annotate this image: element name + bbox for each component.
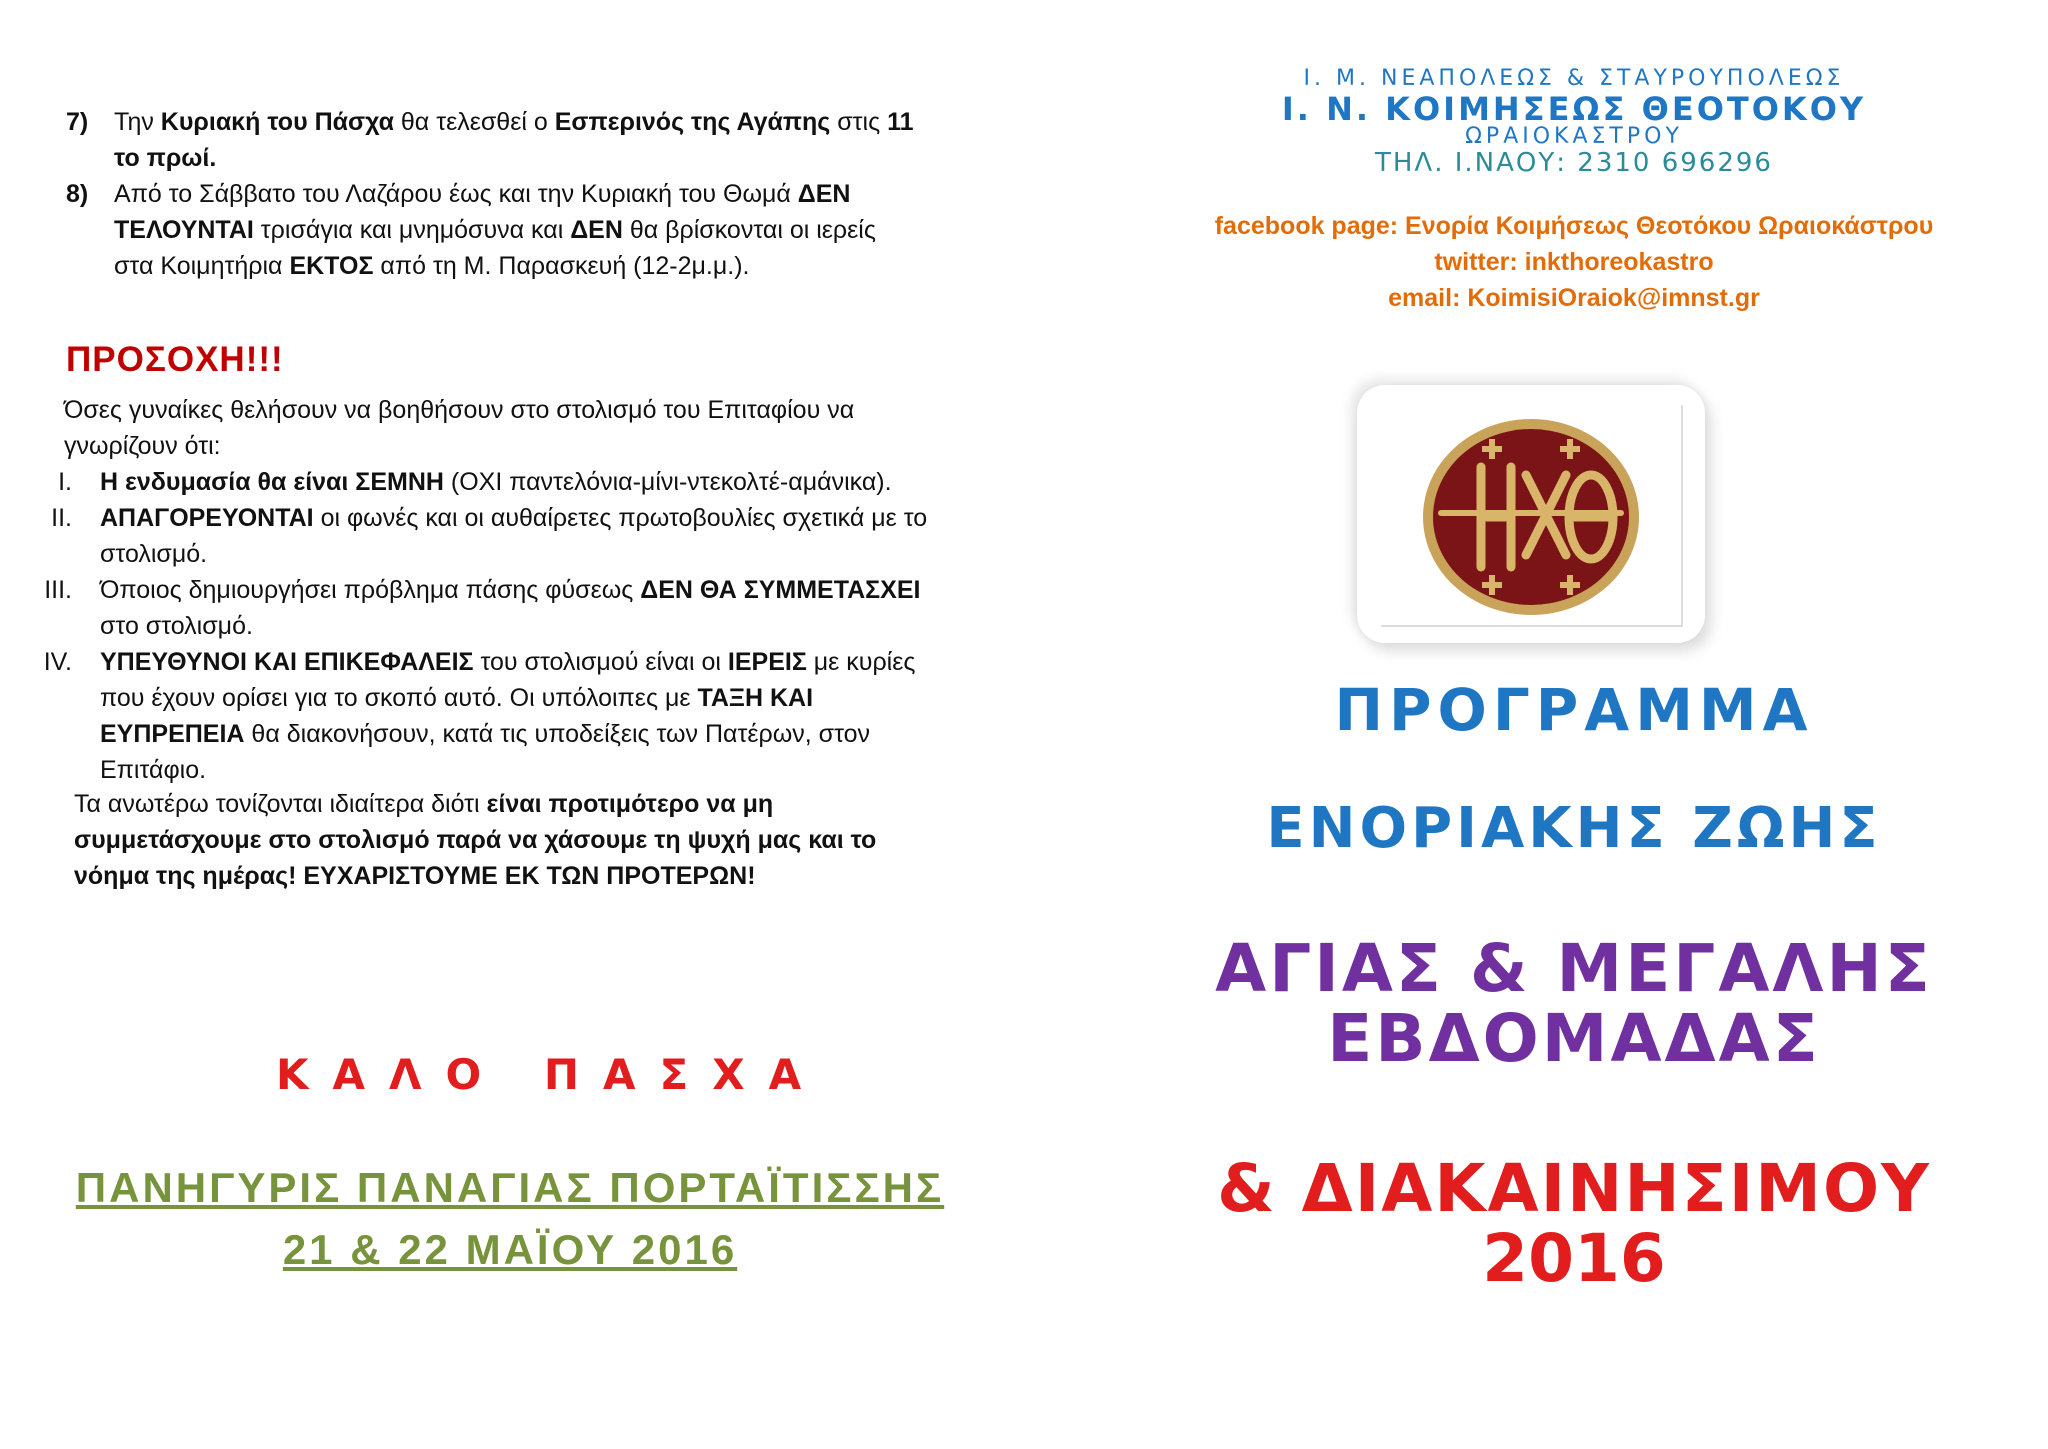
attention-heading: ΠΡΟΣΟΧΗ!!! xyxy=(66,340,284,379)
text: Επιτάφιο. xyxy=(100,756,207,784)
text: (ΟΧΙ παντελόνια-μίνι-ντεκολτέ-αμάνικα). xyxy=(443,468,892,496)
bold-text: 11 xyxy=(887,108,914,136)
bold-text: είναι προτιμότερο να μη xyxy=(486,790,774,818)
metropolis-name: Ι. Μ. ΝΕΑΠΟΛΕΩΣ & ΣΤΑΥΡΟΥΠΟΛΕΩΣ xyxy=(1303,66,1845,91)
bold-text: νόημα της ημέρας! ΕΥΧΑΡΙΣΤΟΥΜΕ ΕΚ ΤΩΝ ΠΡΟΤΕΡΩΝ! xyxy=(74,862,756,890)
text: θα διακονήσουν, κατά τις υποδείξεις των Πατέρων, στον xyxy=(244,720,871,748)
bold-text: ΥΠΕΥΘΥΝΟΙ ΚΑΙ ΕΠΙΚΕΦΑΛΕΙΣ xyxy=(100,648,474,676)
facebook-link[interactable]: facebook page: Ενορία Κοιμήσεως Θεοτόκου Ωραιοκάστρου xyxy=(1214,212,1934,240)
text: τρισάγια και μνημόσυνα και xyxy=(253,216,571,244)
feast-dates: 21 & 22 ΜΑΪΟΥ 2016 xyxy=(282,1226,738,1273)
logo-frame xyxy=(1357,385,1705,643)
title-parish-life: ΕΝΟΡΙΑΚΗΣ ΖΩΗΣ xyxy=(1266,796,1882,861)
bold-text: ΔΕΝ xyxy=(570,216,623,244)
text: στο στολισμό. xyxy=(100,612,253,640)
bold-text: ΕΥΠΡΕΠΕΙΑ xyxy=(100,720,245,748)
intro-text xyxy=(64,392,964,464)
text: του στολισμού είναι οι xyxy=(473,648,728,676)
item-number: 8) xyxy=(66,180,89,208)
title-week: ΕΒΔΟΜΑΔΑΣ xyxy=(1327,1000,1821,1077)
title-bright-week: & ΔΙΑΚΑΙΝΗΣΙΜΟΥ xyxy=(1217,1150,1931,1227)
text: στα Κοιμητήρια xyxy=(114,252,290,280)
text: που έχουν ορίσει για το σκοπό αυτό. Οι υπόλοιπες με xyxy=(100,684,698,712)
text: Όσες γυναίκες θελήσουν να βοηθήσουν στο στολισμό του Επιταφίου να xyxy=(64,396,855,424)
rule-number: I. xyxy=(58,468,72,496)
text: οι φωνές και οι αυθαίρετες πρωτοβουλίες σχετικά με το xyxy=(313,504,928,532)
rule-number: IV. xyxy=(43,648,72,676)
twitter-link[interactable]: twitter: inkthoreokastro xyxy=(1434,248,1714,276)
text: Όποιος δημιουργήσει πρόβλημα πάσης φύσεως xyxy=(100,576,641,604)
text: θα τελεσθεί ο xyxy=(393,108,555,136)
bold-text: ΕΚΤΟΣ xyxy=(289,252,374,280)
title-program: ΠΡΟΓΡΑΜΜΑ xyxy=(1334,676,1814,744)
bold-text: ΔΕΝ ΘΑ ΣΥΜΜΕΤΑΣΧΕΙ xyxy=(640,576,921,604)
bold-text: Εσπερινός της Αγάπης xyxy=(554,108,831,136)
bold-text: ΙΕΡΕΙΣ xyxy=(727,648,807,676)
bold-text: ΤΑΞΗ ΚΑΙ xyxy=(697,684,814,712)
title-year: 2016 xyxy=(1482,1220,1666,1297)
church-seal-logo xyxy=(1381,405,1681,625)
logo-inner xyxy=(1381,405,1683,627)
text: γνωρίζουν ότι: xyxy=(64,432,221,460)
church-phone: ΤΗΛ. Ι.ΝΑΟΥ: 2310 696296 xyxy=(1375,148,1773,178)
bold-text: ΑΠΑΓΟΡΕΥΟΝΤΑΙ xyxy=(100,504,314,532)
title-holy-great: ΑΓΙΑΣ & ΜΕΓΑΛΗΣ xyxy=(1215,930,1933,1007)
bold-text: Κυριακή του Πάσχα xyxy=(160,108,394,136)
text: θα βρίσκονται οι ιερείς xyxy=(622,216,876,244)
feast-title: ΠΑΝΗΓΥΡΙΣ ΠΑΝΑΓΙΑΣ ΠΟΡΤΑΪΤΙΣΣΗΣ xyxy=(75,1164,945,1211)
church-name: Ι. Ν. ΚΟΙΜΗΣΕΩΣ ΘΕΟΤΟΚΟΥ xyxy=(1281,90,1867,128)
bold-text: ΔΕΝ xyxy=(797,180,851,208)
bold-text: Η ενδυμασία θα είναι ΣΕΜΝΗ xyxy=(100,468,444,496)
text: Την xyxy=(114,108,161,136)
text: στολισμό. xyxy=(100,540,208,568)
bold-text: συμμετάσχουμε στο στολισμό παρά να χάσουμε τη ψυχή μας και το xyxy=(74,826,877,854)
left-panel xyxy=(0,0,1020,1449)
rule-number: II. xyxy=(51,504,72,532)
town-name: ΩΡΑΙΟΚΑΣΤΡΟΥ xyxy=(1465,124,1683,149)
easter-greeting: ΚΑΛΟ ΠΑΣΧΑ xyxy=(276,1050,826,1099)
rule-number: III. xyxy=(44,576,72,604)
text: στις xyxy=(830,108,888,136)
bold-text: το πρωί. xyxy=(114,144,217,172)
bold-text: ΤΕΛΟΥΝΤΑΙ xyxy=(114,216,254,244)
closing-note xyxy=(74,786,974,894)
text: Τα ανωτέρω τονίζονται ιδιαίτερα διότι xyxy=(74,790,487,818)
item-number: 7) xyxy=(66,108,89,136)
text: Από το Σάββατο του Λαζάρου έως και την Κυριακή του Θωμά xyxy=(114,180,798,208)
email-link[interactable]: email: KoimisiOraiok@imnst.gr xyxy=(1388,284,1760,312)
right-panel xyxy=(1100,0,2048,1449)
text: με κυρίες xyxy=(806,648,916,676)
text: από τη Μ. Παρασκευή (12-2μ.μ.). xyxy=(373,252,750,280)
